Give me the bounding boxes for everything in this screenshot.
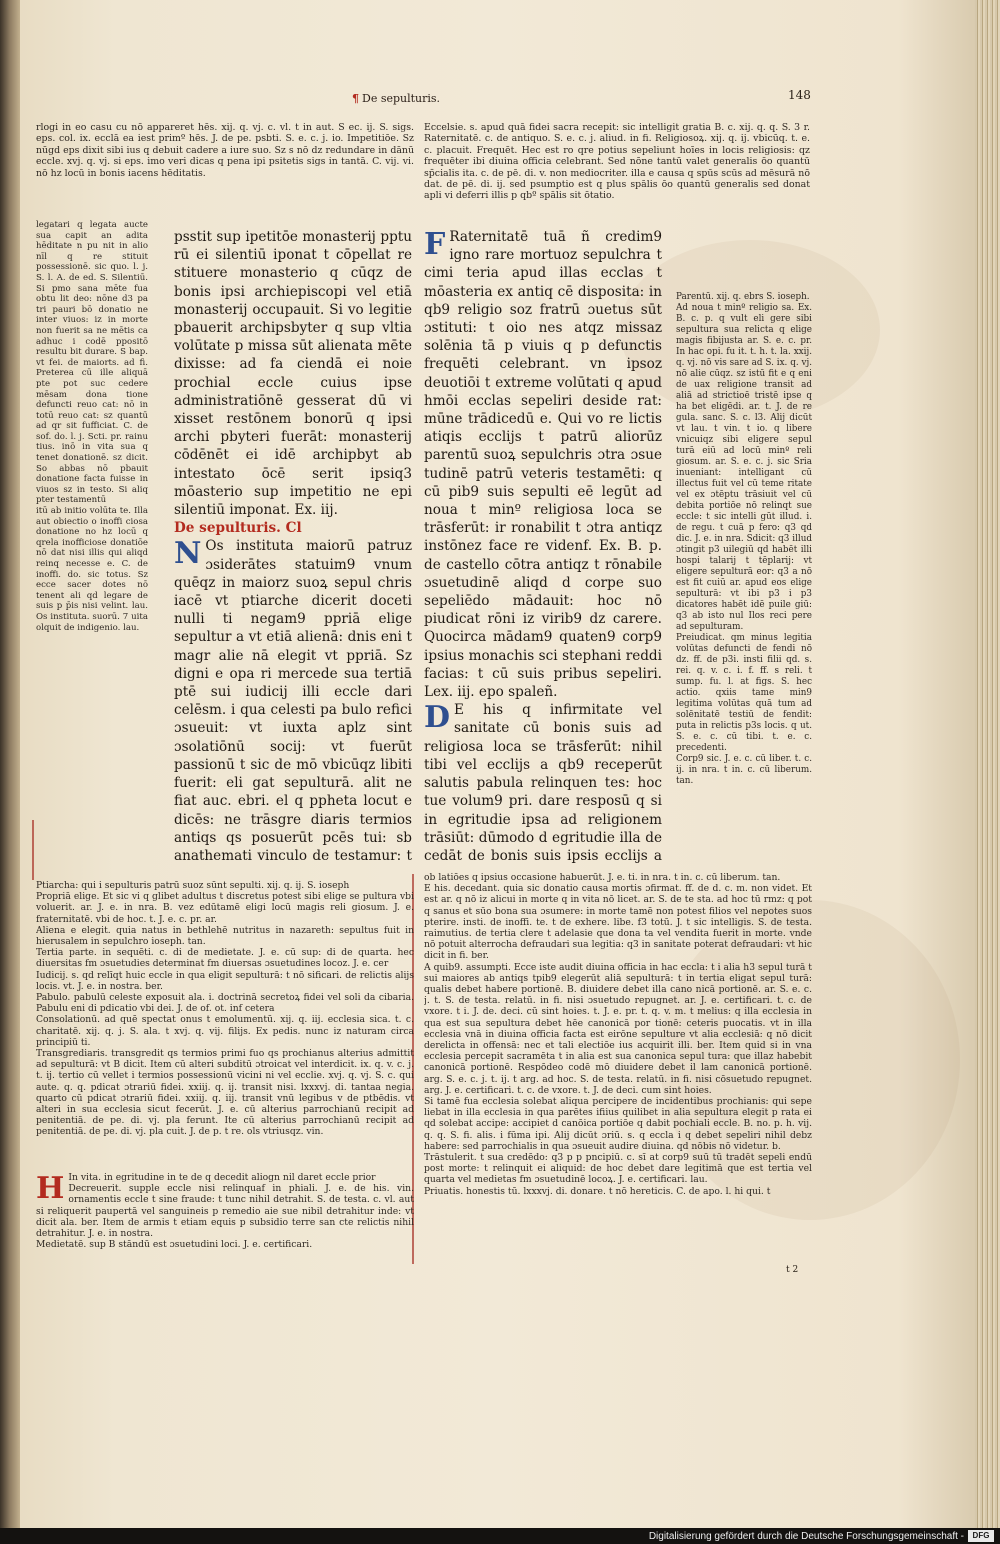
- gloss-right-paragraph: Ad noua t minº religio sa. Ex. B. c. p. q vult eli gere sibi sepultura sua relicta q elige magis fibijusta ar. S. e. c. pr. In hac opi. fu it. t. h. t. la. xxij. q. vj. nō vis sare ad S. ix. q. vj. nō alie cūqz. sz istū fit e q eni de uax religione transit ad aliā ad strictioē tristē ipse q ha bet eligēdi. ar. t. J. de re gula. sanc. S. c. l3. Alij dicūt vt lau. t vin. t io. q libere vnicuiqz sibi eligere sepul turā eiū ad locū minº reli giosum. ar. S. e. c. j. sic Sria inueniant: intelligant cū illectus fuit vel cū teme ritate vel ex ɔtēptu trāsiuit vel cū debita portiōe nō relinqt sue eccle: t sic intelli gūt illud. i. de regu. t cuā p fero: q3 qd dic. J. e. in nra. Sdicit: q3 illud ɔtingit p3 uilegiū qd habēt illi hospi talarij t tēplarij: vt eligere sepulturā eor: q3 a nō est fit cuiū ar. apud eos elige sepulturā: vt ibi p3 i p3 dicatores habēt idē puile giū: q3 ab isto nul Ilos reci pere ad sepulturam.: [676, 303, 812, 632]
- column-a-main: N Os instituta maiorū patruz ɔsiderātes statuim9 vnum quēqz in maiorz suoꝝ sepul chris iacē vt ptiarche dicerit doceti nulli ti negam9 ppriā elige sepultur a vt etiā alienā: dnis eni t magr alie nā elegit vt ppriā. Sz digni e opa ri mercede sua tertiā ptē sui iudicij illi eccle dari celēsm. i qua celesti pa bulo refici ɔsueuit: vt iuxta aplz sint ɔsolatiōnū socij: vt fuerūt passionū t sic de mō vbicūqz libiti fuerit: eli gat sepulturā. alit ne fiat auc. ebri. el q ppheta locut e dicēs: ne trāsgre diaris termios antiqs qs posuerūt pcēs tui: sb anathemati vinculo de testamur: t: [174, 536, 412, 864]
- initial-letter-icon: F: [424, 228, 446, 262]
- gloss-bottom-left-line: Consolationū. ad quē spectat onus t emolumentū. xij. q. iij. ecclesia sica. t. c. charitatē. xij. q. j. S. ala. t xvj. q. vij. filijs. Ex pedis. nunc iz naturam circa principiū ti.: [36, 1014, 414, 1048]
- gloss-bottom-left-line: Pabulo. pabulū celeste exposuit ala. i. doctrinā secretoꝝ fidei vel soli da cibaria. Pabulu eni di pdicatio vbi dei. J. de of. ot. inf cetera: [36, 992, 414, 1015]
- gloss-bottom-left-line: Transgrediaris. transgredit qs termios primi fuo qs prochianus alterius admittit ad sepulturā: vt B dicit. Item cū alteri subditū ɔtroicat vel interdicit. ix. q. v. c. j. t. ij. tertio cū vellet i termios possessionū vicini ni vel ecclie. xvj. q. vj. S. c. qui aute. q. q. pdicat ɔtrariū fidei. xxiij. q. ij. transit nisi. lxxxvj. di. tantaa negia. quarto cū pdicat ɔtrariū fidei. xxiij. q. iij. transit vnū legibus v de ptbēdis. vt alteri in sua ecclesia sicut fecerūt. J. e. cū alterius parrochianū recipit ad penitentiā. de pe. di. vj. pla ferunt. Ite cū alterius parrochianū recipit ad penitentiā. de pe. di. vj. pla cuit. J. de p. t re. ols vtriusqz. vin.: [36, 1048, 414, 1138]
- column-a-paragraph: psstit sup ipetitōe monasterij pptu rū ei silentiū iponat t cōpellat re stituere monasterio q cūqz de bonis ipsi archiepiscopi vel etiā monasterij occupauit. Si vo legitie pbauerit archipsbyter q sup vltia volūtate p missa sūt alienata mēte dixisse: ad fa ciendā ei noie prochial eccle cuius ipse administratiōnē gesserat dū vi xisset restōnem bonorū q ipsi archi pbyteri fuerāt: monasterij cōdēnēt ei idē archipbyt ab intestato ōcē serit ipsiq3 mōasterio sup impetitio ne epi silentiū imponat. Ex. iij.: [174, 229, 412, 519]
- gloss-right-paragraph: Parentū. xij. q. ebrs S. ioseph.: [676, 292, 810, 302]
- gloss-bottom-left-end-line: Medietatē. sup B stāndū est ɔsuetudini loci. J. e. certificari.: [36, 1239, 313, 1251]
- gloss-top-right-text: Eccelsie. s. apud quā fidei sacra recepit: sic intelligit gratia B. c. xij. q. q. S. 3 r. Raternitatē. c. de antiquo. S. e. c. j. aliud. in fi. Religiosoꝝ. xij. q. ij. vbicūq. t. e. c. placuit. Frequēt. Hec est ro qre potius sepeliunt hoīes in locis religiosis: qz frequēter ibi diuina officia celebrant. Sed nōne tantū valet generalis ōo quantū sp̄cialis ita. c. de pē. di. v. non mediocriter. illa e causa q spūs scūs ad mēsurā nō dat. de pē. di. ij. sed psumptio est q plus spālis ōo quantū generalis sed donat apli vi deferri illis p qbº spālis sit ōtatio.: [424, 122, 810, 202]
- gloss-bottom-right: [424, 872, 812, 1270]
- gloss-bottom-left-line: Aliena e elegit. quia natus in bethlehē nutritus in nazareth: sepultus fuit in hierusalem in sepulchro ioseph. tan.: [36, 924, 414, 948]
- text-column-b: [424, 228, 662, 864]
- gloss-bottom-left: [36, 880, 414, 1172]
- gloss-bottom-right-line: Priuatis. honestis tū. lxxxvj. di. donare. t nō hereticis. C. de apo. l. hi qui. t: [424, 1185, 771, 1197]
- folio-number: 148: [788, 88, 811, 102]
- initial-letter-icon: H: [36, 1172, 65, 1206]
- initial-letter-icon: N: [174, 536, 202, 572]
- gloss-top-left: [36, 122, 414, 214]
- dfg-logo-icon: DFG: [968, 1530, 994, 1542]
- column-b-main: D E his q infirmitate vel sanitate cū bonis suis ad religiosa loca se trāsferūt: nihil tibi vel ecclijs a qb9 receperūt salutis pabula relinquen tes: hoc tue volum9 pri. dare resposū q si in egritudie ipsa ad religionem trāsiūt: dūmodo d egritudie illa de cedāt de bonis suis ipsis ecclijs a: [424, 700, 662, 864]
- column-b-paragraph: F Raternitatē tuā ñ credim9 igno rare mortuoz sepulchra t cimi teria apud illas ecclas t mōasteria ex antiq cē disposita: in qb9 religio soz fratrū ɔuetus sūt ɔstituti: t oio nes atqz missaz solēnia tā p viuis q p defunctis frequēti celebrant. vn ipsoz deuotiōi t extreme volūtati q apud hmōi ecclas sepeliri deside rat: mūne trādicedū e. Qui vo re lictis atiqis ecclijs t patrū aliorūz parentū suoꝝ sepulchris ɔtra ɔsue tudinē patrū veteris testamēti: q cū pib9 suis sepulti eē legūt ad noua t minº religiosa loca se trāsferūt: ir ronabilit t ɔtra antiqz instōnez face re videnf. Ex. B. p. de castello cōtra antiqz t rōnabile ɔsuetudinē aliqd d corpe suo sepeliēdo mādauit: hoc nō piudicat rōni iz virib9 dz carere. Quocirca mādam9 quaten9 corp9 ipsius monachis sci stephani reddi facias: t cū suis pribus sepeliri. Lex. iij. epo spaleñ.: [424, 228, 662, 701]
- gloss-bottom-left-line: Propriā elige. Et sic vi q glibet adultus t discretus potest sibi elige se pultura vbi voluerit. ar. J. e. in nra. B. vez edūtamē eligi locū magis reli giosum. J. e. fraternitatē. vbi de hoc. t. J. e. c. pr. ar.: [36, 891, 414, 925]
- gloss-bottom-left-line: Tertia parte. in sequēti. c. di de medietate. J. e. cū sup: di de quarta. hec diuersitas fm ɔsuetudies determinat fm diuersas ɔsuetudines locoz. J. e. cer: [36, 947, 414, 970]
- gloss-bottom-left-end-line: In vita. in egritudine in te de q decedit aliogn nil daret eccle prior: [68, 1172, 376, 1183]
- rubric-flourish: [32, 820, 34, 880]
- gloss-bottom-left-line: Ptiarcha: qui i sepulturis patrū suoz sūnt sepulti. xij. q. ij. S. ioseph: [36, 880, 350, 891]
- pilcrow-icon: ¶: [352, 92, 359, 105]
- gloss-right-paragraph: Preiudicat. qm minus legitia volūtas defuncti de fendi nō dz. ff. de p3i. insti filii qd. s. rei. q. v. c. i. f. ff. s reli. t sump. fu. l. at figs. S. hec actio. qxiis tame min9 legitima volūtas quā tum ad solēnitatē testiū de fendit: puta in relictis p3s locis. q ut. S. e. c. cū tibi. t. e. c. precedenti.: [676, 633, 812, 753]
- gloss-bottom-left-line: Iudicij. s. qd relīqt huic eccle in qua eligit sepulturā: t nō sificari. de relictis alijs locis. vt. J. e. in nostra. ber.: [36, 969, 414, 992]
- gloss-bottom-right-line: A quib9. assumpti. Ecce iste audit diuina officia in hac eccla: t i alia h3 sepul turā t sui maiores ab antiqs tpib9 elegerūt aliā sepulturā: t in tertia eligat sepul turā: qualis debet habere portionē. B. diuidere debet illa cano nicā portionē. ar. S. e. c. j. t. S. de testa. relatū. in fi. nisi ɔsuetudo repugnet. ar. J. e. certificari. t. c. de vxore. t i. J. de. deci. cū sint hoies. t. J. e. pr. t. q. v. m. t melius: q illa ecclesia in qua est sua sepultura debet hēe canonicā por tionē: ceteris puocatis. vt in illa ecclesia vnā in diuina officia facta est eirōne sepulture vt alia ecclesiā: q nō dicit derelicta in offensā: nec et tali electiōe ius acquirit illi. ber. Item quid si in vna ecclesia percepit sacramēta t in alia est sua canonica sepul tura: que illaz habebit canonicā portionē. Respōdeo codē mō diuidere debet il lam canonicā portionē. arg. S. e. c. j. t. ij. t arg. ad hoc. S. de testa. relatū. in fi. nisi cōsuetudo repugnet. arg. J. e. certificari. t. c. de vxore. t. J. de deci. cum sint hoies.: [424, 961, 812, 1096]
- rubric-heading: De sepulturis. Cl: [174, 520, 302, 537]
- running-head: [352, 92, 440, 105]
- gloss-left-paragraph: itū ab initio volūta te. Illa aut obiectio o inoffi ciosa donatione no hz locū q qrela inofficiose donatiōe nō dat nisi illis qui aliqd reinq necesse e. C. de inoffi. do. sic totus. Sz ecce sacer dotes nō tenent ali qd legare de suis p p̄is nisi velint. lau. Os instituta. suorū. 7 uita olquit de indigenio. lau.: [36, 506, 148, 633]
- gloss-bottom-left-end: [36, 1172, 414, 1272]
- gloss-bottom-right-line: E his. decedant. quia sic donatio causa mortis ɔfirmat. ff. de d. c. m. non videt. Et est ar. q nō iz alicui in morte q in vita nō licet. ar. S. de te sta. ad hoc tū rmz: q pot q sanus et sūo bona sua ɔsumere: in morte tamē non potest filios vel nepotes suos pterire. insti. de inoffi. te. t de exhere. libe. f3 totū. J. t sic intelligis. S. de testa. raimutius. de tertia clere t adelasie que dona ta vel vendita fuerit in morte. vnde nō potuit alterrocha defraudari sua legitia: q3 in sanitate poterat defraudari: vt hic dicit in fi. ber.: [424, 883, 812, 962]
- book-right-edge: [975, 0, 1000, 1528]
- book-left-edge: [0, 0, 22, 1544]
- gloss-bottom-right-line: Trāstulerit. t sua credēdo: q3 p p pncipiū. c. sī at corp9 suū tū tradēt sepeli endū post morte: t relinquit ei aliquid: de hoc debet dare legitimā que est tertia vel quarta vel medietas fm ɔsuetudinē locoꝝ. J. e. certificari. lau.: [424, 1152, 812, 1186]
- gloss-left-column: [36, 220, 148, 880]
- gloss-right-paragraph: Corp9 sic. J. e. c. cū liber. t. c. ij. in nra. t in. c. cū liberum. tan.: [676, 754, 812, 786]
- initial-letter-icon: D: [424, 700, 451, 736]
- gloss-bottom-right-line: Si tamē fua ecclesia solebat aliqua percipere de incidentibus prochianis: qui sepe liebat in illa ecclesia in qua parētes ifiius quilibet in alia sepultura elegit p rata ei qd solebat accipe: accipiet d canōica portiōe q dabit pochiali eccle. B. no. p. h. vij. q. q. S. fi. alis. i fūma ipi. Alij dicūt ɔriū. s. q eccla i q debet sepeliri nihil debz habere: sed parrochialis in qua ɔsueuit audire diuina. qd nōbis nō videtur. b.: [424, 1096, 812, 1152]
- gloss-left-paragraph: legatari q legata aucte sua capit an adita hēditate n pu nit in alio nīl q re stituit possessionē. sic quo. l. j. S. l. A. de ed. S. Silentiū. Si pmo sana mēte fua obtu lit deo: nōne d3 pa tri pauri bō donatio ne inter viuos: iz in morte non fuerit sa ne mētis ca adhuc i codē ppositō resultu bit durare. S bap. vt fei. de maiorts. ad fi. Preterea cū ille aliquā pte pot suc cedere mēsam dona tione defuncti reuo cat: nō in totū reuo cat: sz quantū ad qr sit fufficiat. C. de sof. do. l. j. Scti. pr. rainu tius. inō in vita sua q tenet donationē. sz dicit. So abbas nō pbauit donatione facta fuisse in viuos sz in testo. Si aliq pter testamentū: [36, 220, 148, 506]
- footer-credit: Digitalisierung gefördert durch die Deutsche Forschungsgemeinschaft -: [648, 1531, 964, 1542]
- signature-mark: t 2: [786, 1265, 799, 1275]
- gloss-right-column: [676, 292, 812, 878]
- gloss-bottom-left-end-line: Decreuerit. supple eccle nisi relinquaf in phiali. J. e. de his. vin. ornamentis eccle t sine fraude: t tunc nihil detrahit. S. de testa. c. vl. aut si reliquerit paupertā vel sanguineis p remedio aie sue nibil detrahitur inde: vt dicit ala. ber. Item de armis t etiam equis p subsidio terre san cte relictis nihil detrahitur. J. e. in nostra.: [36, 1183, 414, 1240]
- text-column-a: [174, 228, 412, 864]
- running-head-text: De sepulturis.: [362, 92, 441, 105]
- gloss-bottom-right-line: ob latiōes q ipsius occasione habuerūt. J. e. ti. in nra. t in. c. cū liberum. tan.: [424, 872, 781, 883]
- gloss-top-left-text: rlogi in eo casu cu nō appareret hēs. xij. q. vj. c. vl. t in aut. S ec. ij. S. sigs. eps. col. ix. ecclā ea iest primº hēs. J. de pe. psbti. S. e. c. j. io. Impetitiōe. Sz nūgd eps dixit sibi ius q debuit cadere a iure suo. Sz s nō dz redundare in dānū eccle. xvj. q. vj. si eps. imo veri dicas q pena ipi psitetis sigs in tantā. C. vij. vi. nō hz locū in bonis iacens hēditatis.: [36, 122, 414, 179]
